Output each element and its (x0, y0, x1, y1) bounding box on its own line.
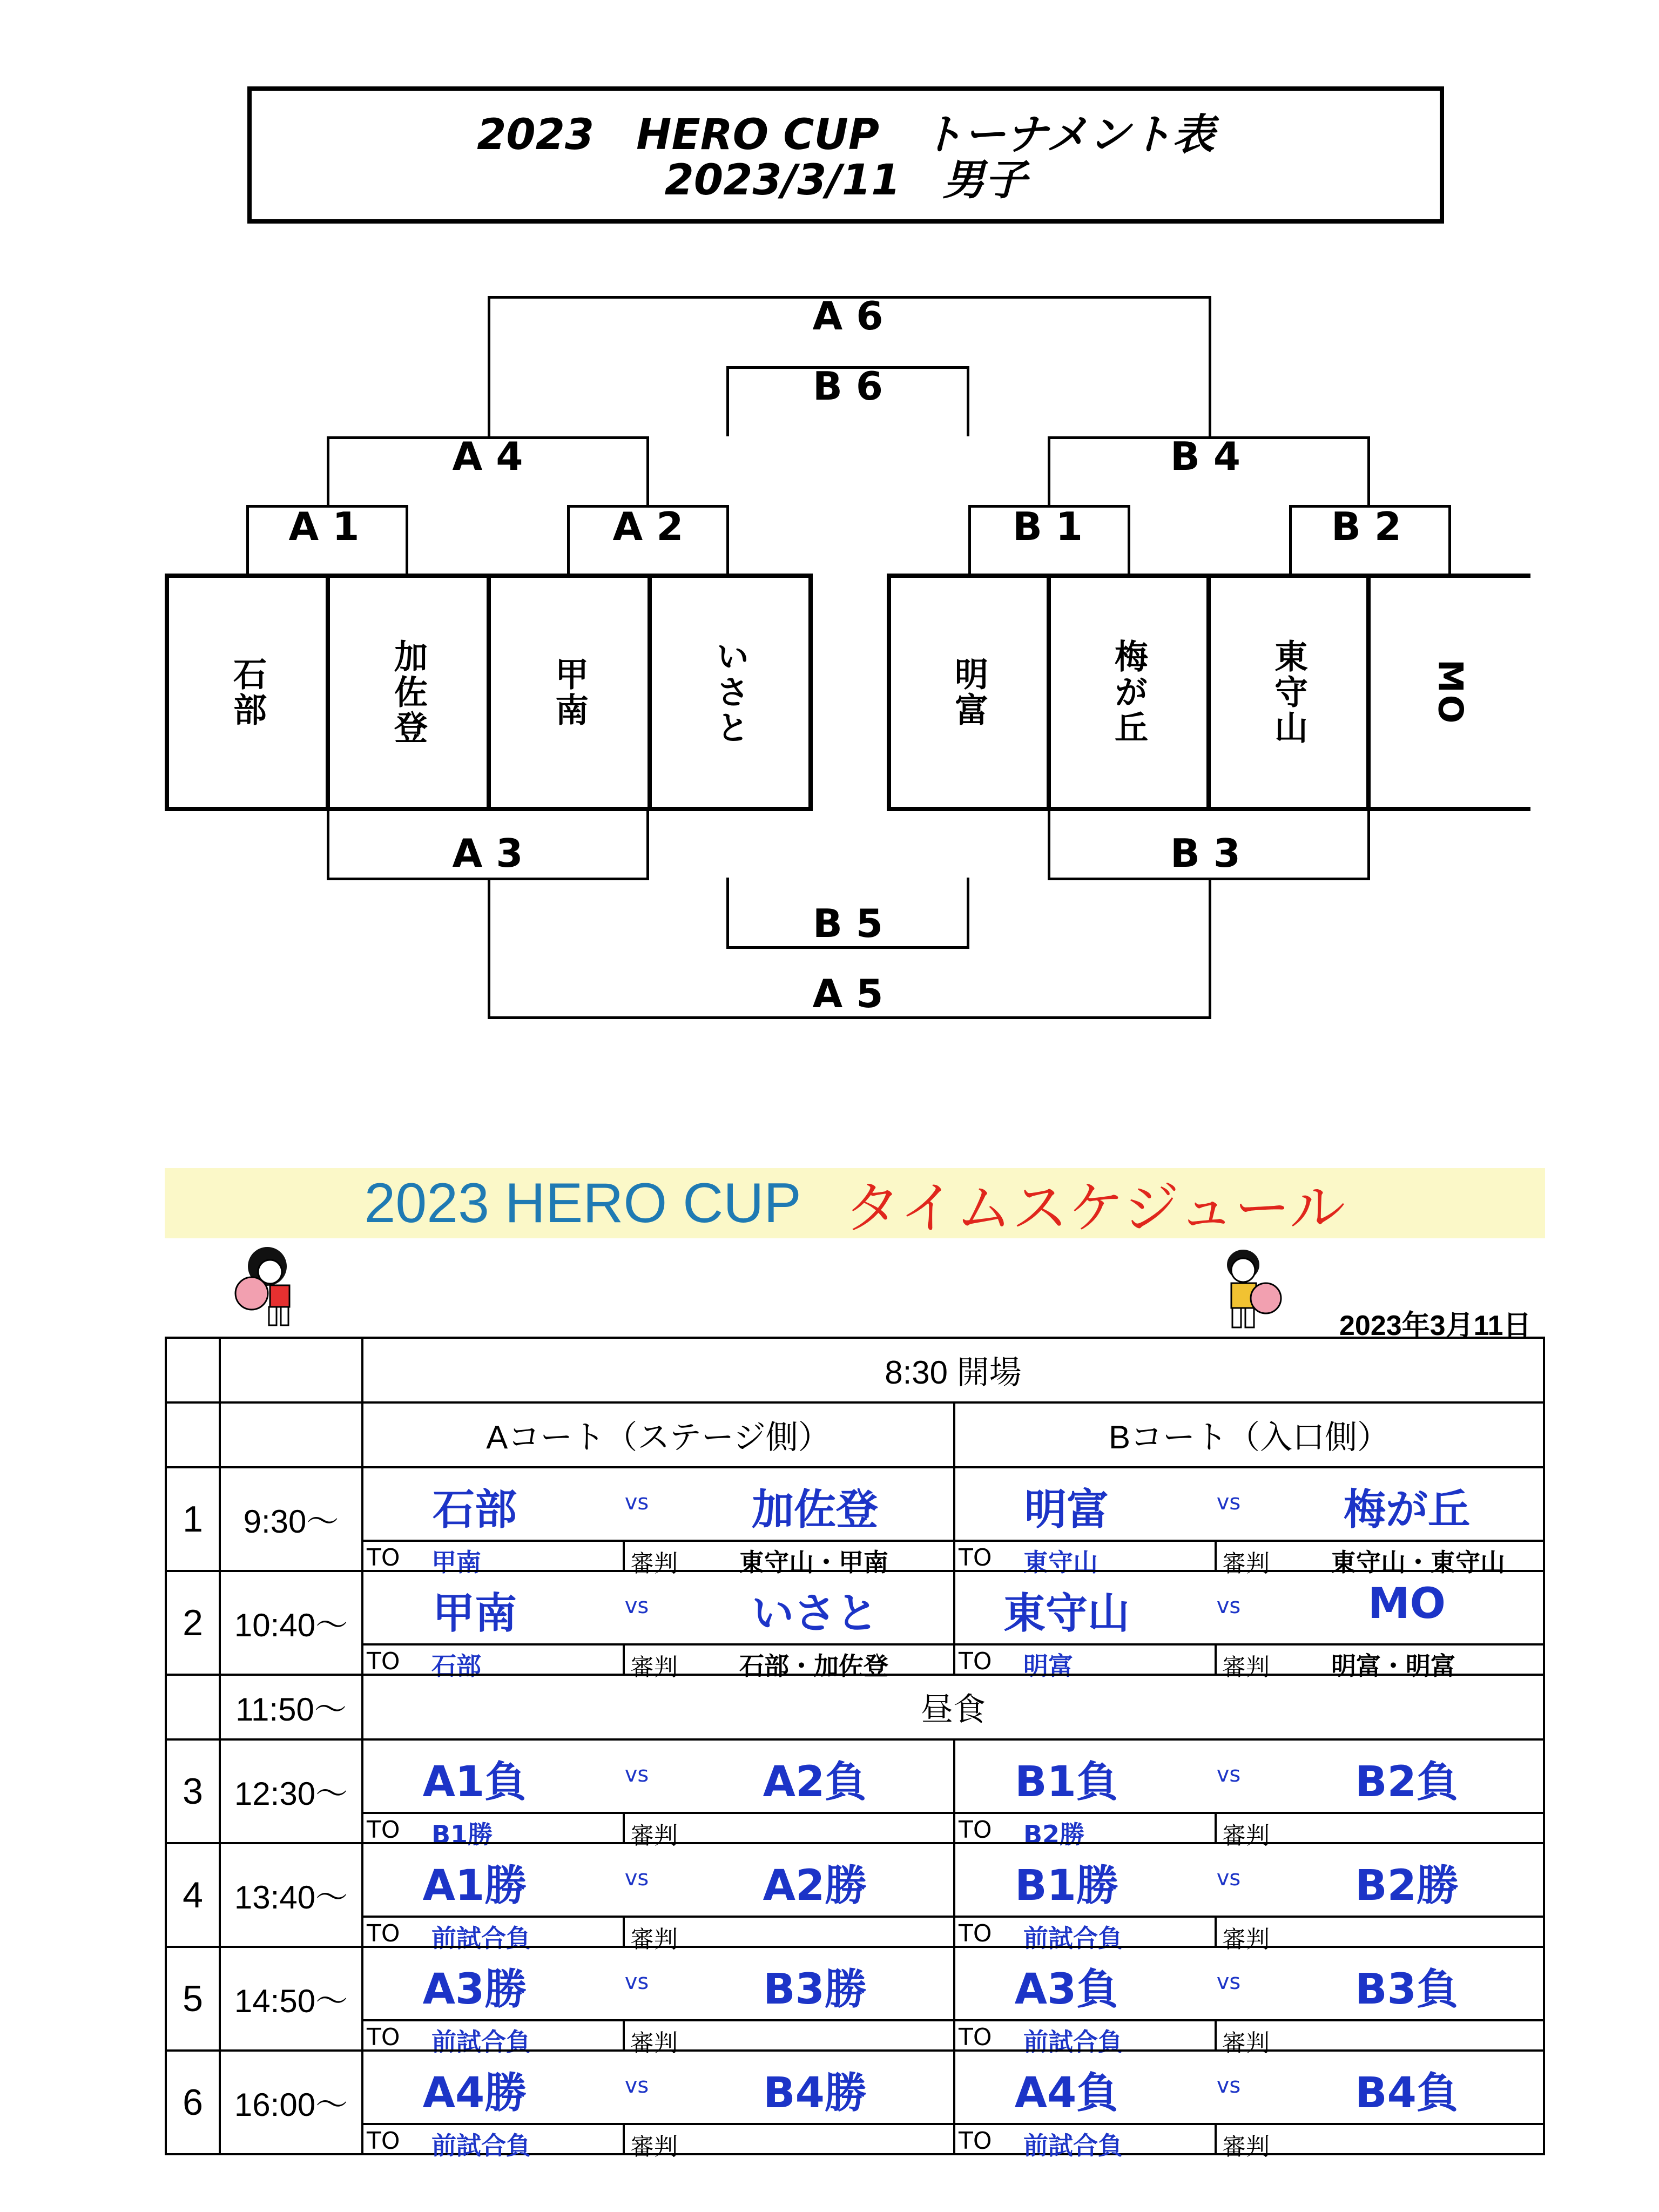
divider (623, 2123, 625, 2155)
court-a-referee: 東守山・甲南 (739, 1548, 888, 1577)
court-a-away-team: A2勝 (763, 1862, 867, 1910)
schedule-title-en: 2023 HERO CUP (364, 1171, 801, 1235)
team-group-right (887, 574, 1530, 811)
referee-label: 審判 (1222, 2029, 1270, 2057)
match-time: 12:30～ (219, 1738, 363, 1844)
to-label: TO (367, 2024, 400, 2051)
to-label: TO (367, 1920, 400, 1947)
court-a-away-team: 加佐登 (751, 1486, 878, 1534)
court-a-to-team: B1勝 (431, 1820, 493, 1849)
court-b-away-team: B3負 (1355, 1965, 1459, 2014)
row-number: 3 (165, 1738, 221, 1844)
vs-label: vs (1216, 2073, 1241, 2098)
court-b-away-team: B4負 (1355, 2069, 1459, 2117)
referee-label: 審判 (630, 1550, 678, 1577)
divider (1215, 1643, 1217, 1676)
divider (623, 1812, 625, 1844)
team-box (1051, 578, 1211, 807)
to-label: TO (959, 1920, 992, 1947)
court-b-away-team: B2負 (1355, 1758, 1459, 1806)
to-label: TO (959, 2127, 992, 2155)
match-time: 10:40～ (219, 1570, 363, 1676)
court-a-home-team: 石部 (432, 1486, 517, 1534)
court-b-to-team: 東守山 (1023, 1548, 1098, 1577)
vs-label: vs (624, 1970, 649, 1994)
divider (1215, 1916, 1217, 1948)
divider (623, 1540, 625, 1572)
team-box (652, 578, 813, 807)
vs-label: vs (624, 2073, 649, 2098)
lunch-label: 昼食 (361, 1674, 1545, 1741)
to-label: TO (959, 2024, 992, 2051)
to-label: TO (367, 2127, 400, 2155)
lunch-time: 11:50～ (219, 1674, 363, 1741)
court-b-to-team: 前試合負 (1023, 2027, 1123, 2056)
court-a-away-team: いさと (751, 1589, 878, 1638)
to-label: TO (959, 1544, 992, 1572)
bracket-label-b6: B 6 (812, 363, 884, 409)
referee-label: 審判 (1222, 1550, 1270, 1577)
court-b-home-team: 明富 (1024, 1486, 1109, 1534)
basketball-boy-mascot-icon (1210, 1242, 1291, 1334)
referee-label: 審判 (630, 2133, 678, 2161)
vs-label: vs (1216, 1490, 1241, 1515)
bracket-label-b1: B 1 (1012, 504, 1083, 549)
bracket-label-b2: B 2 (1331, 504, 1402, 549)
bracket-label-a6: A 6 (812, 293, 884, 339)
bracket-label-b3: B 3 (1170, 831, 1241, 876)
court-a-to-team: 前試合負 (431, 1924, 531, 1953)
team-box (491, 578, 652, 807)
bracket-label-a4: A 4 (452, 434, 523, 479)
court-b-referee: 東守山・東守山 (1331, 1548, 1505, 1577)
team-box (1371, 578, 1530, 807)
to-label: TO (367, 1648, 400, 1675)
schedule-date: 2023年3月11日 (1339, 1310, 1532, 1341)
divider (1215, 2123, 1217, 2155)
vs-label: vs (1216, 1594, 1241, 1618)
team-name: 明富 (949, 657, 989, 728)
court-b-referee: 明富・明富 (1331, 1651, 1455, 1681)
vs-label: vs (624, 1490, 649, 1515)
vs-label: vs (624, 1594, 649, 1618)
court-b-away-team: B2勝 (1355, 1862, 1459, 1910)
tournament-header (247, 86, 1444, 224)
court-b-to-team: 前試合負 (1023, 1924, 1123, 1953)
court-a-away-team: B3勝 (763, 1965, 867, 2014)
court-a-to-team: 前試合負 (431, 2131, 531, 2160)
referee-label: 審判 (1222, 1822, 1270, 1850)
header-title: 2023 HERO CUP トーナメント表 (477, 111, 1215, 159)
court-a-to-team: 石部 (431, 1651, 481, 1681)
divider (1215, 1540, 1217, 1572)
court-b-home-team: B1負 (1015, 1758, 1118, 1806)
team-box (891, 578, 1051, 807)
to-label: TO (367, 1816, 400, 1844)
vs-label: vs (624, 1866, 649, 1891)
divider (623, 2019, 625, 2052)
referee-label: 審判 (630, 1822, 678, 1850)
match-time: 16:00～ (219, 2049, 363, 2155)
bracket-label-a5: A 5 (812, 971, 884, 1016)
team-name: 東守山 (1269, 639, 1309, 746)
schedule-title (165, 1168, 1545, 1238)
court-b-to-team: 前試合負 (1023, 2131, 1123, 2160)
court-b-home-team: A3負 (1014, 1965, 1119, 2014)
referee-label: 審判 (1222, 2133, 1270, 2161)
bracket-label-a3: A 3 (452, 831, 523, 876)
divider (623, 1643, 625, 1676)
team-name: いさと (710, 639, 750, 746)
court-b-away-team: 梅が丘 (1343, 1486, 1470, 1534)
court-b-home-team: B1勝 (1015, 1862, 1118, 1910)
row-number: 2 (165, 1570, 221, 1676)
referee-label: 審判 (1222, 1926, 1270, 1953)
court-a-home-team: A1勝 (422, 1862, 527, 1910)
match-time: 14:50～ (219, 1946, 363, 2052)
row-number: 6 (165, 2049, 221, 2155)
bracket-label-b4: B 4 (1170, 434, 1241, 479)
match-time: 13:40～ (219, 1842, 363, 1948)
court-b-to-team: 明富 (1023, 1651, 1073, 1681)
schedule-table (165, 1337, 1545, 2174)
basketball-girl-mascot-icon (227, 1242, 308, 1334)
court-b-home-team: 東守山 (1003, 1589, 1130, 1638)
court-a-to-team: 甲南 (431, 1548, 481, 1577)
header-subtitle: 2023/3/11 男子 (664, 156, 1027, 205)
bracket-label-b5: B 5 (812, 901, 884, 946)
vs-label: vs (1216, 1762, 1241, 1787)
row-number: 1 (165, 1466, 221, 1572)
team-group-left (165, 574, 813, 811)
court-b-to-team: B2勝 (1023, 1820, 1085, 1849)
team-box (1211, 578, 1371, 807)
court-a-header: Aコート（ステージ側） (361, 1401, 955, 1468)
referee-label: 審判 (630, 1926, 678, 1953)
vs-label: vs (1216, 1970, 1241, 1994)
row-number: 5 (165, 1946, 221, 2052)
match-time: 9:30～ (219, 1466, 363, 1572)
team-name: MO (1431, 659, 1471, 726)
divider (1215, 2019, 1217, 2052)
court-a-away-team: B4勝 (763, 2069, 867, 2117)
schedule-title-jp: タイムスケジュール (844, 1177, 1346, 1240)
bracket-label-a2: A 2 (612, 504, 684, 549)
team-name: 加佐登 (388, 639, 428, 746)
row-number: 4 (165, 1842, 221, 1948)
team-name: 甲南 (549, 657, 589, 728)
team-box (330, 578, 491, 807)
team-name: 石部 (227, 657, 267, 728)
court-a-home-team: 甲南 (432, 1589, 517, 1638)
divider (623, 1916, 625, 1948)
to-label: TO (367, 1544, 400, 1572)
court-a-home-team: A4勝 (422, 2069, 527, 2117)
bracket-label-a1: A 1 (288, 504, 360, 549)
team-name: 梅が丘 (1109, 639, 1149, 746)
court-a-home-team: A1負 (422, 1758, 527, 1806)
opening-time: 8:30 開場 (361, 1337, 1545, 1404)
court-b-home-team: A4負 (1014, 2069, 1119, 2117)
court-b-away-team: MO (1368, 1580, 1446, 1628)
team-box (169, 578, 330, 807)
court-b-header: Bコート（入口側） (953, 1401, 1545, 1468)
referee-label: 審判 (1222, 1654, 1270, 1681)
divider (1215, 1812, 1217, 1844)
to-label: TO (959, 1816, 992, 1844)
vs-label: vs (1216, 1866, 1241, 1891)
referee-label: 審判 (630, 2029, 678, 2057)
vs-label: vs (624, 1762, 649, 1787)
to-label: TO (959, 1648, 992, 1675)
court-a-to-team: 前試合負 (431, 2027, 531, 2056)
court-a-referee: 石部・加佐登 (739, 1651, 888, 1681)
row-number-cell (165, 1674, 221, 1741)
court-a-away-team: A2負 (763, 1758, 867, 1806)
referee-label: 審判 (630, 1654, 678, 1681)
court-a-home-team: A3勝 (422, 1965, 527, 2014)
